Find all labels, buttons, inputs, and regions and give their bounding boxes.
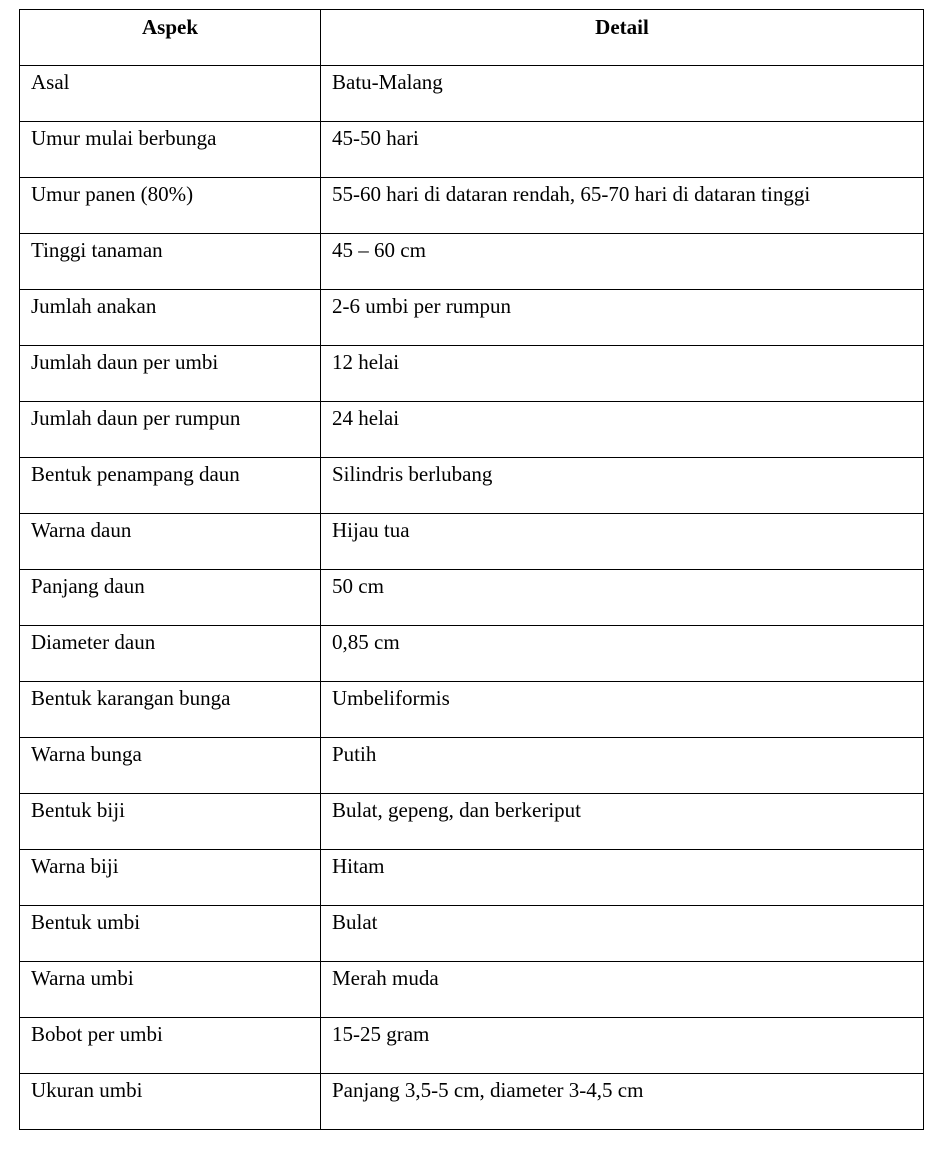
table-row: [20, 290, 924, 346]
table-header-row: [20, 10, 924, 66]
aspek-cell: Diameter daun: [20, 626, 321, 682]
aspek-cell: Bentuk umbi: [20, 906, 321, 962]
aspek-cell: Jumlah daun per rumpun: [20, 402, 321, 458]
detail-cell: 2-6 umbi per rumpun: [321, 290, 924, 346]
aspek-cell: Umur mulai berbunga: [20, 122, 321, 178]
table-row: [20, 66, 924, 122]
table-row: [20, 738, 924, 794]
table-row: [20, 962, 924, 1018]
detail-cell: Panjang 3,5-5 cm, diameter 3-4,5 cm: [321, 1074, 924, 1130]
detail-cell: Bulat: [321, 906, 924, 962]
detail-cell: Batu-Malang: [321, 66, 924, 122]
table-row: [20, 1074, 924, 1130]
detail-cell: 45-50 hari: [321, 122, 924, 178]
detail-cell: 0,85 cm: [321, 626, 924, 682]
aspek-cell: Warna bunga: [20, 738, 321, 794]
detail-cell: Hijau tua: [321, 514, 924, 570]
detail-cell: 12 helai: [321, 346, 924, 402]
table-row: [20, 794, 924, 850]
variety-description-table: [19, 9, 924, 1130]
aspek-cell: Warna umbi: [20, 962, 321, 1018]
header-aspek: Aspek: [20, 10, 321, 66]
table-row: [20, 234, 924, 290]
header-detail: Detail: [321, 10, 924, 66]
detail-cell: Putih: [321, 738, 924, 794]
detail-cell: 55-60 hari di dataran rendah, 65-70 hari di dataran tinggi: [321, 178, 924, 234]
table-row: [20, 682, 924, 738]
table-row: [20, 346, 924, 402]
table-row: [20, 1018, 924, 1074]
aspek-cell: Jumlah anakan: [20, 290, 321, 346]
table-row: [20, 850, 924, 906]
aspek-cell: Bentuk biji: [20, 794, 321, 850]
table-row: [20, 570, 924, 626]
detail-cell: 45 – 60 cm: [321, 234, 924, 290]
detail-cell: 15-25 gram: [321, 1018, 924, 1074]
detail-cell: Bulat, gepeng, dan berkeriput: [321, 794, 924, 850]
table-row: [20, 402, 924, 458]
table-row: [20, 514, 924, 570]
aspek-cell: Ukuran umbi: [20, 1074, 321, 1130]
aspek-cell: Tinggi tanaman: [20, 234, 321, 290]
detail-cell: Umbeliformis: [321, 682, 924, 738]
aspek-cell: Umur panen (80%): [20, 178, 321, 234]
aspek-cell: Bobot per umbi: [20, 1018, 321, 1074]
detail-cell: Hitam: [321, 850, 924, 906]
detail-cell: 50 cm: [321, 570, 924, 626]
table-row: [20, 122, 924, 178]
table-row: [20, 626, 924, 682]
table-row: [20, 178, 924, 234]
table-row: [20, 458, 924, 514]
detail-cell: Merah muda: [321, 962, 924, 1018]
aspek-cell: Warna daun: [20, 514, 321, 570]
table-row: [20, 906, 924, 962]
aspek-cell: Asal: [20, 66, 321, 122]
aspek-cell: Bentuk penampang daun: [20, 458, 321, 514]
aspek-cell: Jumlah daun per umbi: [20, 346, 321, 402]
detail-cell: 24 helai: [321, 402, 924, 458]
aspek-cell: Warna biji: [20, 850, 321, 906]
aspek-cell: Panjang daun: [20, 570, 321, 626]
aspek-cell: Bentuk karangan bunga: [20, 682, 321, 738]
detail-cell: Silindris berlubang: [321, 458, 924, 514]
